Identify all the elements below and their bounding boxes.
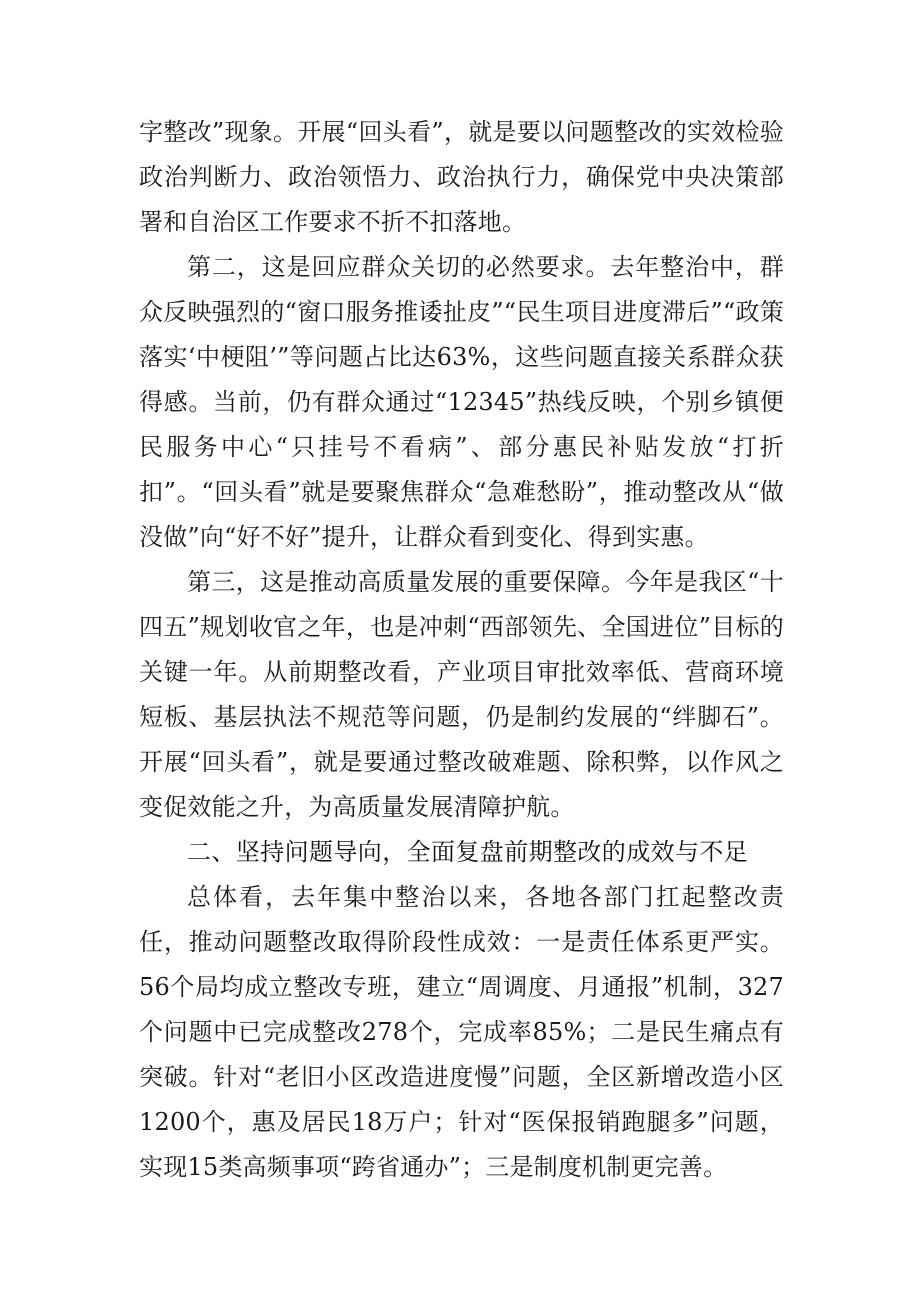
paragraph-overall-summary: 总体看，去年集中整治以来，各地各部门扛起整改责任，推动问题整改取得阶段性成效：一是责任体系更严实。56个局均成立整改专班，建立“周调度、月通报”机制，327个问题中已完成整改278个，完成率85%；二是民生痛点有突破。针对“老旧小区改造进度慢”问题，全区新增改造小区1200个，惠及居民18万户；针对“医保报销跑腿多”问题，实现15类高频事项“跨省通办”；三是制度机制更完善。 xyxy=(139,883,784,1181)
paragraph-third-point: 第三，这是推动高质量发展的重要保障。今年是我区“十四五”规划收官之年，也是冲刺“西部领先、全国进位”目标的关键一年。从前期整改看，产业项目审批效率低、营商环境短板、基层执法不规范等问题，仍是制约发展的“绊脚石”。开展“回头看”，就是要通过整改破难题、除积弊，以作风之变促效能之升，为高质量发展清障护航。 xyxy=(139,568,784,821)
document-body xyxy=(139,110,784,1190)
section-heading: 二、坚持问题导向，全面复盘前期整改的成效与不足 xyxy=(187,838,749,866)
paragraph-second-point: 第二，这是回应群众关切的必然要求。去年整治中，群众反映强烈的“窗口服务推诿扯皮”“民生项目进度滞后”“政策落实‘中梗阻’”等问题占比达63%，这些问题直接关系群众获得感。当前，仍有群众通过“12345”热线反映，个别乡镇便民服务中心“只挂号不看病”、部分惠民补贴发放“打折扣”。“回头看”就是要聚焦群众“急难愁盼”，推动整改从“做没做”向“好不好”提升，让群众看到变化、得到实惠。 xyxy=(139,253,784,551)
paragraph-continuation: 字整改”现象。开展“回头看”，就是要以问题整改的实效检验政治判断力、政治领悟力、政治执行力，确保党中央决策部署和自治区工作要求不折不扣落地。 xyxy=(139,118,784,236)
